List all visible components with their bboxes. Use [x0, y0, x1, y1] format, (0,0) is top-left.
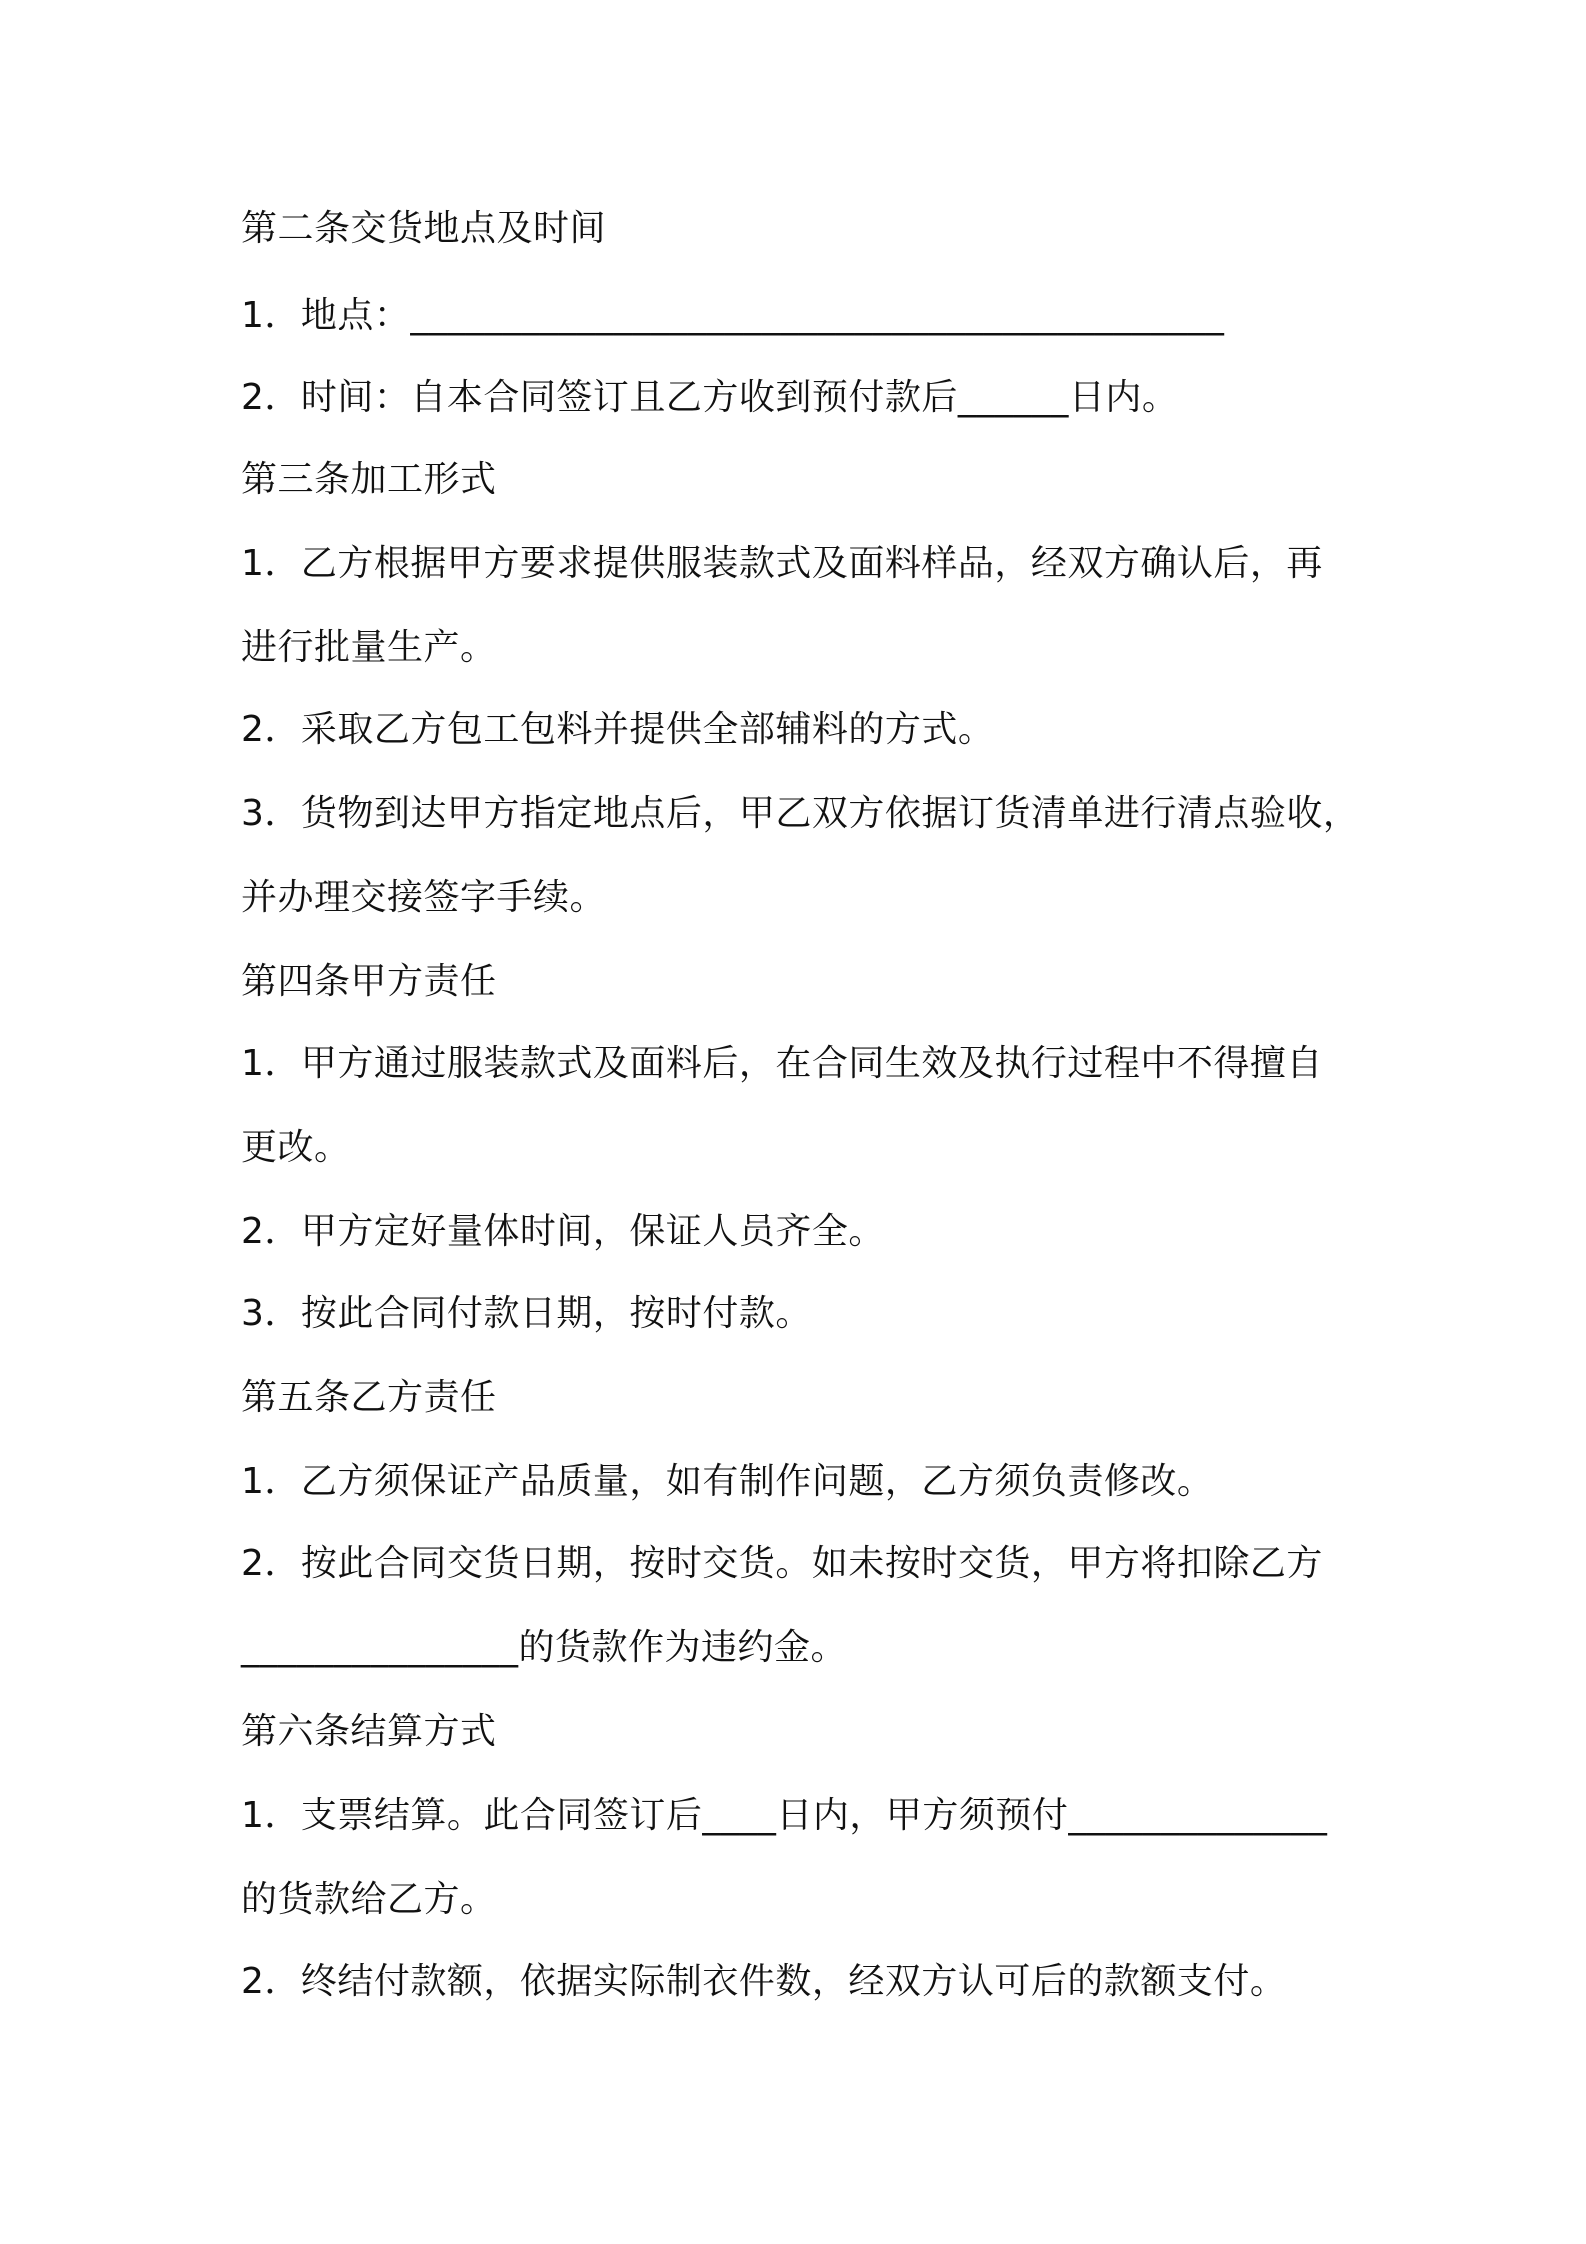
section-heading-settlement: 第六条结算方式 — [241, 1711, 497, 1752]
settlement-item-2: 2．终结付款额，依据实际制衣件数，经双方认可后的款额支付。 — [241, 1961, 1287, 2002]
party-b-item-1: 1．乙方须保证产品质量，如有制作问题，乙方须负责修改。 — [241, 1461, 1214, 1502]
party-b-item-2: 2．按此合同交货日期，按时交货。如未按时交货，甲方将扣除乙方 — [241, 1543, 1323, 1584]
party-a-item-3: 3．按此合同付款日期，按时付款。 — [241, 1293, 812, 1334]
section-heading-party-b: 第五条乙方责任 — [241, 1377, 497, 1418]
processing-item-1: 1．乙方根据甲方要求提供服装款式及面料样品，经双方确认后，再 — [241, 543, 1323, 584]
processing-item-2: 2．采取乙方包工包料并提供全部辅料的方式。 — [241, 709, 995, 750]
delivery-time-line: 2．时间：自本合同签订且乙方收到预付款后______日内。 — [241, 377, 1179, 418]
settlement-item-1: 1．支票结算。此合同签订后____日内，甲方须预付______________ — [241, 1795, 1328, 1836]
section-heading-delivery: 第二条交货地点及时间 — [241, 208, 607, 249]
party-a-item-2: 2．甲方定好量体时间，保证人员齐全。 — [241, 1211, 885, 1252]
processing-item-3: 3．货物到达甲方指定地点后，甲乙双方依据订货清单进行清点验收， — [241, 793, 1360, 834]
section-heading-party-a: 第四条甲方责任 — [241, 961, 497, 1002]
processing-item-1-cont: 进行批量生产。 — [241, 627, 497, 668]
settlement-item-1-cont: 的货款给乙方。 — [241, 1879, 497, 1920]
party-b-item-2-cont: _______________的货款作为违约金。 — [241, 1627, 848, 1668]
processing-item-3-cont: 并办理交接签字手续。 — [241, 877, 607, 918]
party-a-item-1: 1．甲方通过服装款式及面料后，在合同生效及执行过程中不得擅自 — [241, 1043, 1323, 1084]
section-heading-processing: 第三条加工形式 — [241, 459, 497, 500]
delivery-location-line: 1．地点：____________________________________________ — [241, 295, 1225, 336]
party-a-item-1-cont: 更改。 — [241, 1127, 351, 1168]
